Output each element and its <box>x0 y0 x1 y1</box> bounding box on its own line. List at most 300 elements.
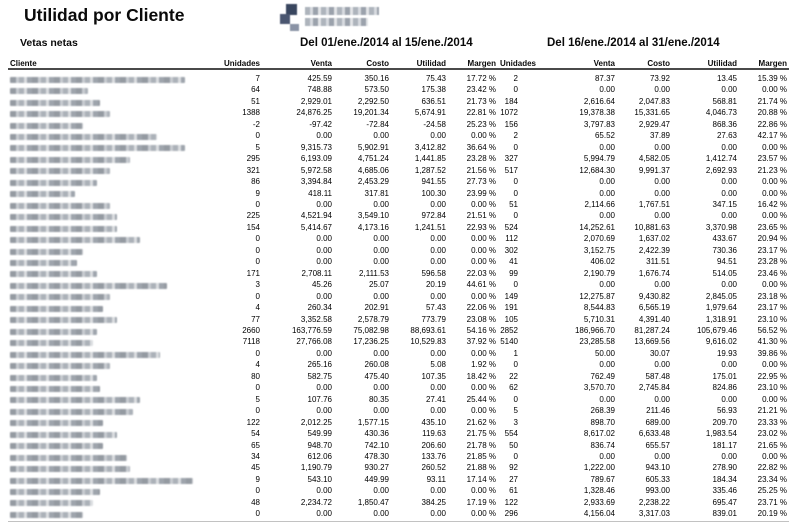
cell-unidades-p2: 149 <box>504 291 518 301</box>
cell-unidades-p1: 0 <box>255 245 260 255</box>
cell-utilidad-p1: 1,441.85 <box>414 154 446 164</box>
cell-utilidad-p1: 260.52 <box>421 463 446 473</box>
cell-costo-p1: 0.00 <box>373 509 389 519</box>
cell-costo-p1: 350.16 <box>364 74 389 83</box>
client-name-cell <box>8 291 218 302</box>
cell-margen-p1: 21.85 % <box>466 451 496 461</box>
cell-venta-p1: 948.70 <box>307 440 332 450</box>
client-name-cell <box>8 497 218 508</box>
client-name-cell <box>8 256 218 267</box>
col-header-utilidad-p2: Utilidad <box>672 54 739 69</box>
client-name-cell <box>8 348 218 359</box>
cell-costo-p1: 0.00 <box>373 234 389 244</box>
cell-unidades-p1: 7118 <box>242 337 260 347</box>
cell-venta-p2: 50.00 <box>594 348 615 358</box>
cell-margen-p1: 23.42 % <box>466 85 496 95</box>
cell-venta-p2: 14,252.61 <box>579 222 615 232</box>
cell-venta-p1: 3,394.84 <box>300 177 332 187</box>
cell-venta-p1: 260.34 <box>307 303 332 313</box>
cell-unidades-p2: 554 <box>504 429 518 439</box>
cell-unidades-p1: 48 <box>251 497 260 507</box>
cell-margen-p1: 21.56 % <box>466 165 496 175</box>
cell-unidades-p2: 1 <box>513 348 518 358</box>
cell-utilidad-p1: 119.63 <box>422 429 446 439</box>
cell-unidades-p2: 50 <box>509 440 518 450</box>
cell-venta-p2: 0.00 <box>599 177 615 187</box>
cell-unidades-p1: 0 <box>255 199 260 209</box>
cell-margen-p2: 21.65 % <box>757 440 787 450</box>
cell-venta-p2: 0.00 <box>599 211 615 221</box>
cell-margen-p1: 21.75 % <box>466 429 496 439</box>
cell-utilidad-p2: 0.00 <box>721 280 737 290</box>
cell-margen-p2: 22.95 % <box>757 371 787 381</box>
cell-venta-p1: 543.10 <box>307 474 332 484</box>
cell-utilidad-p2: 9,616.02 <box>705 337 737 347</box>
cell-utilidad-p2: 19.93 <box>716 348 737 358</box>
cell-unidades-p2: 1072 <box>500 108 518 118</box>
cell-unidades-p1: 154 <box>246 222 260 232</box>
cell-margen-p1: 0.00 % <box>471 199 496 209</box>
cell-unidades-p2: 22 <box>509 371 518 381</box>
cell-unidades-p2: 2852 <box>500 325 518 335</box>
table-row <box>8 130 789 141</box>
client-name-cell <box>8 417 218 428</box>
cell-utilidad-p2: 0.00 <box>721 211 737 221</box>
table-row <box>8 268 789 279</box>
cell-unidades-p2: 0 <box>513 360 518 370</box>
cell-unidades-p1: 295 <box>246 154 260 164</box>
cell-costo-p1: 202.91 <box>364 303 389 313</box>
redacted-client-name <box>10 77 185 83</box>
cell-venta-p1: 549.99 <box>307 429 332 439</box>
cell-margen-p1: 23.99 % <box>466 188 496 198</box>
cell-margen-p2: 0.00 % <box>762 177 787 187</box>
cell-unidades-p2: 5 <box>513 406 518 416</box>
cell-margen-p2: 0.00 % <box>762 451 787 461</box>
cell-costo-p1: 4,173.16 <box>357 222 389 232</box>
cell-costo-p1: 0.00 <box>373 406 389 416</box>
cell-venta-p2: 789.67 <box>590 474 615 484</box>
redacted-client-name <box>10 340 93 346</box>
col-header-cliente: Cliente <box>8 54 218 69</box>
cell-margen-p1: 0.00 % <box>471 131 496 141</box>
client-name-cell <box>8 336 218 347</box>
cell-margen-p2: 22.82 % <box>757 463 787 473</box>
cell-margen-p2: 23.18 % <box>757 291 787 301</box>
cell-utilidad-p2: 839.01 <box>712 509 737 519</box>
cell-margen-p1: 22.81 % <box>466 108 496 118</box>
cell-costo-p2: 2,238.22 <box>638 497 670 507</box>
cell-utilidad-p2: 56.93 <box>716 406 737 416</box>
cell-venta-p2: 0.00 <box>599 142 615 152</box>
cell-utilidad-p1: 1,241.51 <box>414 222 446 232</box>
cell-unidades-p2: 0 <box>513 451 518 461</box>
table-row <box>8 279 789 290</box>
cell-unidades-p2: 122 <box>504 497 518 507</box>
page-title: Utilidad por Cliente <box>24 5 185 25</box>
table-row <box>8 348 789 359</box>
table-row <box>8 325 789 336</box>
cell-margen-p2: 20.94 % <box>757 234 787 244</box>
cell-utilidad-p2: 0.00 <box>721 142 737 152</box>
redacted-client-name <box>10 180 97 186</box>
cell-venta-p2: 836.74 <box>590 440 615 450</box>
cell-unidades-p1: 0 <box>255 291 260 301</box>
cell-unidades-p1: 64 <box>251 85 260 95</box>
client-name-cell <box>8 382 218 393</box>
cell-unidades-p2: 62 <box>509 383 518 393</box>
cell-margen-p1: 21.62 % <box>466 417 496 427</box>
cell-costo-p1: 19,201.34 <box>353 108 389 118</box>
cell-costo-p2: 1,637.02 <box>638 234 670 244</box>
cell-venta-p2: 0.00 <box>599 451 615 461</box>
redacted-client-name <box>10 191 75 197</box>
cell-venta-p2: 0.00 <box>599 85 615 95</box>
client-name-cell <box>8 233 218 244</box>
cell-venta-p1: 0.00 <box>316 131 332 141</box>
col-header-venta-p1: Venta <box>262 54 334 69</box>
logo-mark-icon <box>290 24 299 31</box>
cell-costo-p1: 2,292.50 <box>357 96 389 106</box>
table-body <box>8 69 789 520</box>
company-logo <box>250 1 390 32</box>
cell-costo-p1: 2,111.53 <box>359 268 389 278</box>
cell-utilidad-p2: 13.45 <box>716 74 737 83</box>
cell-unidades-p2: 112 <box>505 234 518 244</box>
cell-unidades-p2: 2 <box>513 131 518 141</box>
cell-utilidad-p1: 0.00 <box>430 199 446 209</box>
redacted-client-name <box>10 386 100 392</box>
table-row <box>8 497 789 508</box>
cell-utilidad-p1: 0.00 <box>430 486 446 496</box>
cell-venta-p1: 163,776.59 <box>291 325 332 335</box>
cell-costo-p1: 0.00 <box>373 348 389 358</box>
cell-utilidad-p2: 568.81 <box>712 96 737 106</box>
cell-venta-p1: 0.00 <box>316 509 332 519</box>
cell-utilidad-p1: 972.84 <box>421 211 446 221</box>
cell-costo-p2: 3,317.03 <box>638 509 670 519</box>
redacted-client-name <box>10 455 127 461</box>
cell-costo-p2: 73.92 <box>649 74 670 83</box>
cell-unidades-p1: 0 <box>255 348 260 358</box>
cell-unidades-p1: 0 <box>255 257 260 267</box>
cell-margen-p2: 23.10 % <box>757 314 787 324</box>
cell-unidades-p2: 51 <box>509 199 518 209</box>
client-name-cell <box>8 268 218 279</box>
redacted-client-name <box>10 249 83 255</box>
cell-venta-p2: 186,966.70 <box>574 325 615 335</box>
cell-venta-p1: 4,521.94 <box>300 211 332 221</box>
cell-utilidad-p1: 0.00 <box>430 406 446 416</box>
table-row <box>8 165 789 176</box>
cell-utilidad-p1: 175.38 <box>421 85 446 95</box>
cell-margen-p2: 15.39 % <box>757 74 787 83</box>
cell-venta-p1: 0.00 <box>316 245 332 255</box>
cell-utilidad-p2: 347.15 <box>712 199 737 209</box>
redacted-client-name <box>10 489 100 495</box>
cell-utilidad-p2: 433.67 <box>712 234 737 244</box>
cell-margen-p1: 21.73 % <box>466 96 496 106</box>
table-row <box>8 291 789 302</box>
cell-venta-p1: 107.76 <box>307 394 332 404</box>
redacted-client-name <box>10 145 185 151</box>
cell-utilidad-p1: 636.51 <box>421 96 446 106</box>
cell-margen-p2: 20.88 % <box>757 108 787 118</box>
cell-unidades-p2: 61 <box>509 486 518 496</box>
cell-margen-p1: 54.16 % <box>466 325 496 335</box>
cell-margen-p2: 23.33 % <box>757 417 787 427</box>
cell-utilidad-p1: 100.30 <box>421 188 446 198</box>
cell-margen-p2: 25.25 % <box>757 486 787 496</box>
cell-utilidad-p1: 3,412.82 <box>414 142 446 152</box>
col-header-costo-p1: Costo <box>334 54 391 69</box>
cell-costo-p2: 2,745.84 <box>638 383 670 393</box>
redacted-client-name <box>10 214 117 220</box>
redacted-client-name <box>10 134 157 140</box>
cell-unidades-p2: 0 <box>513 280 518 290</box>
client-name-cell <box>8 176 218 187</box>
cell-unidades-p1: 122 <box>246 417 260 427</box>
cell-margen-p1: 0.00 % <box>471 383 496 393</box>
cell-venta-p1: 265.16 <box>307 360 332 370</box>
table-row <box>8 245 789 256</box>
cell-margen-p2: 23.17 % <box>757 245 787 255</box>
cell-unidades-p1: 5 <box>255 142 260 152</box>
cell-unidades-p1: 5 <box>255 394 260 404</box>
cell-utilidad-p2: 105,679.46 <box>696 325 737 335</box>
cell-utilidad-p1: 384.25 <box>421 497 446 507</box>
cell-venta-p1: 425.59 <box>307 74 332 83</box>
cell-utilidad-p2: 1,983.54 <box>705 429 737 439</box>
cell-costo-p2: 2,422.39 <box>638 245 670 255</box>
cell-venta-p2: 898.70 <box>590 417 615 427</box>
client-name-cell <box>8 314 218 325</box>
cell-costo-p2: 689.00 <box>645 417 670 427</box>
cell-unidades-p1: 0 <box>255 509 260 519</box>
cell-unidades-p1: 171 <box>246 268 260 278</box>
cell-venta-p2: 5,710.31 <box>583 314 615 324</box>
report-subtitle: Vetas netas <box>20 37 78 49</box>
cell-venta-p2: 5,994.79 <box>583 154 615 164</box>
cell-venta-p1: 27,766.08 <box>296 337 332 347</box>
cell-unidades-p1: 4 <box>255 360 260 370</box>
cell-venta-p1: -97.42 <box>309 119 332 129</box>
cell-margen-p1: 44.61 % <box>466 280 496 290</box>
client-name-cell <box>8 451 218 462</box>
cell-margen-p2: 23.17 % <box>757 303 787 313</box>
cell-margen-p2: 0.00 % <box>762 85 787 95</box>
table-row <box>8 462 789 473</box>
cell-unidades-p1: 321 <box>246 165 260 175</box>
cell-venta-p1: 2,708.11 <box>301 268 332 278</box>
cell-unidades-p2: 27 <box>509 474 518 484</box>
cell-utilidad-p1: 941.55 <box>421 177 446 187</box>
cell-costo-p2: 993.00 <box>645 486 670 496</box>
cell-costo-p2: 13,669.56 <box>634 337 670 347</box>
cell-margen-p2: 56.52 % <box>757 325 787 335</box>
cell-utilidad-p2: 1,979.64 <box>705 303 737 313</box>
cell-costo-p1: 930.27 <box>364 463 389 473</box>
cell-costo-p1: 0.00 <box>373 199 389 209</box>
client-name-cell <box>8 222 218 233</box>
cell-venta-p1: 3,352.58 <box>300 314 332 324</box>
logo-text-redacted <box>305 18 368 26</box>
cell-margen-p1: 21.78 % <box>466 440 496 450</box>
cell-utilidad-p2: 27.63 <box>716 131 737 141</box>
cell-costo-p1: -72.84 <box>366 119 389 129</box>
cell-margen-p2: 21.21 % <box>757 406 787 416</box>
cell-costo-p2: 605.33 <box>645 474 670 484</box>
cell-utilidad-p1: 5.08 <box>430 360 446 370</box>
cell-costo-p1: 573.50 <box>364 85 389 95</box>
cell-utilidad-p1: 0.00 <box>430 234 446 244</box>
table-row <box>8 382 789 393</box>
cell-utilidad-p1: 0.00 <box>430 383 446 393</box>
cell-venta-p2: 2,933.69 <box>583 497 615 507</box>
client-name-cell <box>8 508 218 519</box>
client-name-cell <box>8 405 218 416</box>
cell-utilidad-p1: 93.11 <box>426 474 446 484</box>
redacted-client-name <box>10 512 83 518</box>
table-row <box>8 394 789 405</box>
cell-venta-p2: 0.00 <box>599 188 615 198</box>
cell-venta-p1: 418.11 <box>308 188 332 198</box>
cell-utilidad-p2: 2,692.93 <box>705 165 737 175</box>
cell-utilidad-p2: 0.00 <box>721 394 737 404</box>
cell-unidades-p1: 34 <box>251 451 260 461</box>
cell-margen-p1: 25.23 % <box>466 119 496 129</box>
table-row <box>8 96 789 107</box>
redacted-client-name <box>10 306 103 312</box>
cell-utilidad-p2: 1,318.91 <box>705 314 737 324</box>
utilidad-por-cliente-table <box>8 54 789 520</box>
cell-costo-p1: 742.10 <box>364 440 389 450</box>
table-row <box>8 405 789 416</box>
client-name-cell <box>8 84 218 95</box>
cell-venta-p1: 0.00 <box>316 383 332 393</box>
client-name-cell <box>8 245 218 256</box>
cell-costo-p2: 9,991.37 <box>638 165 670 175</box>
cell-unidades-p2: 0 <box>513 394 518 404</box>
redacted-client-name <box>10 88 88 94</box>
cell-costo-p1: 0.00 <box>373 383 389 393</box>
cell-venta-p1: 582.75 <box>307 371 332 381</box>
cell-margen-p1: 0.00 % <box>471 291 496 301</box>
cell-costo-p1: 0.00 <box>373 257 389 267</box>
client-name-cell <box>8 107 218 118</box>
client-name-cell <box>8 359 218 370</box>
redacted-client-name <box>10 271 97 277</box>
redacted-client-name <box>10 157 130 163</box>
cell-venta-p1: 0.00 <box>316 199 332 209</box>
cell-unidades-p2: 41 <box>509 257 518 267</box>
cell-utilidad-p1: 57.43 <box>425 303 446 313</box>
cell-margen-p1: 0.00 % <box>471 348 496 358</box>
cell-costo-p1: 4,751.24 <box>357 154 389 164</box>
redacted-client-name <box>10 237 140 243</box>
table-row <box>8 336 789 347</box>
client-name-cell <box>8 440 218 451</box>
redacted-client-name <box>10 409 133 415</box>
cell-costo-p1: 0.00 <box>373 291 389 301</box>
cell-costo-p1: 17,236.25 <box>353 337 389 347</box>
cell-margen-p1: 22.93 % <box>466 222 496 232</box>
cell-utilidad-p1: 0.00 <box>430 131 446 141</box>
cell-costo-p2: 943.10 <box>645 463 670 473</box>
cell-margen-p1: 23.28 % <box>466 154 496 164</box>
cell-costo-p1: 2,453.29 <box>357 177 389 187</box>
cell-costo-p2: 655.57 <box>645 440 670 450</box>
cell-costo-p2: 0.00 <box>654 360 670 370</box>
cell-margen-p2: 41.30 % <box>757 337 787 347</box>
cell-unidades-p2: 191 <box>504 303 518 313</box>
cell-venta-p2: 8,544.83 <box>583 303 615 313</box>
cell-utilidad-p1: 0.00 <box>430 291 446 301</box>
cell-unidades-p1: 54 <box>251 429 260 439</box>
client-name-cell <box>8 130 218 141</box>
table-row <box>8 119 789 130</box>
cell-unidades-p1: 0 <box>255 406 260 416</box>
cell-margen-p2: 20.19 % <box>757 509 787 519</box>
table-row <box>8 440 789 451</box>
table-row <box>8 107 789 118</box>
cell-venta-p1: 5,414.67 <box>300 222 332 232</box>
table-row <box>8 451 789 462</box>
cell-venta-p2: 87.37 <box>594 74 615 83</box>
table-row <box>8 222 789 233</box>
cell-costo-p2: 311.51 <box>646 257 670 267</box>
cell-venta-p2: 1,222.00 <box>583 463 615 473</box>
cell-utilidad-p2: 209.70 <box>712 417 737 427</box>
cell-costo-p2: 15,331.65 <box>634 108 670 118</box>
cell-venta-p1: 6,193.09 <box>300 154 332 164</box>
cell-utilidad-p2: 2,845.05 <box>705 291 737 301</box>
cell-venta-p2: 268.39 <box>590 406 615 416</box>
client-name-cell <box>8 302 218 313</box>
cell-costo-p2: 30.07 <box>649 348 670 358</box>
cell-unidades-p2: 517 <box>504 165 518 175</box>
cell-margen-p1: 17.14 % <box>466 474 496 484</box>
cell-costo-p2: 4,582.05 <box>638 154 670 164</box>
cell-margen-p1: 37.92 % <box>466 337 496 347</box>
cell-unidades-p1: -2 <box>252 119 260 129</box>
cell-unidades-p2: 0 <box>513 188 518 198</box>
cell-utilidad-p2: 335.46 <box>712 486 737 496</box>
cell-costo-p2: 37.89 <box>649 131 670 141</box>
cell-unidades-p1: 51 <box>251 96 260 106</box>
redacted-client-name <box>10 352 160 358</box>
cell-utilidad-p2: 0.00 <box>721 177 737 187</box>
cell-costo-p2: 9,430.82 <box>638 291 670 301</box>
cell-venta-p1: 2,012.25 <box>300 417 332 427</box>
cell-utilidad-p1: 10,529.83 <box>410 337 446 347</box>
cell-costo-p2: 0.00 <box>654 85 670 95</box>
cell-utilidad-p2: 278.90 <box>712 463 737 473</box>
cell-costo-p1: 0.00 <box>373 245 389 255</box>
cell-venta-p2: 3,152.75 <box>583 245 615 255</box>
client-name-cell <box>8 188 218 199</box>
cell-margen-p2: 42.17 % <box>757 131 787 141</box>
cell-margen-p1: 23.08 % <box>466 314 496 324</box>
table-row <box>8 302 789 313</box>
cell-costo-p2: 6,565.19 <box>638 303 670 313</box>
cell-venta-p1: 9,315.73 <box>300 142 332 152</box>
cell-costo-p1: 478.30 <box>364 451 389 461</box>
cell-venta-p2: 2,114.66 <box>584 199 615 209</box>
cell-margen-p1: 0.00 % <box>471 406 496 416</box>
cell-costo-p2: 1,676.74 <box>638 268 670 278</box>
cell-utilidad-p1: 0.00 <box>430 245 446 255</box>
